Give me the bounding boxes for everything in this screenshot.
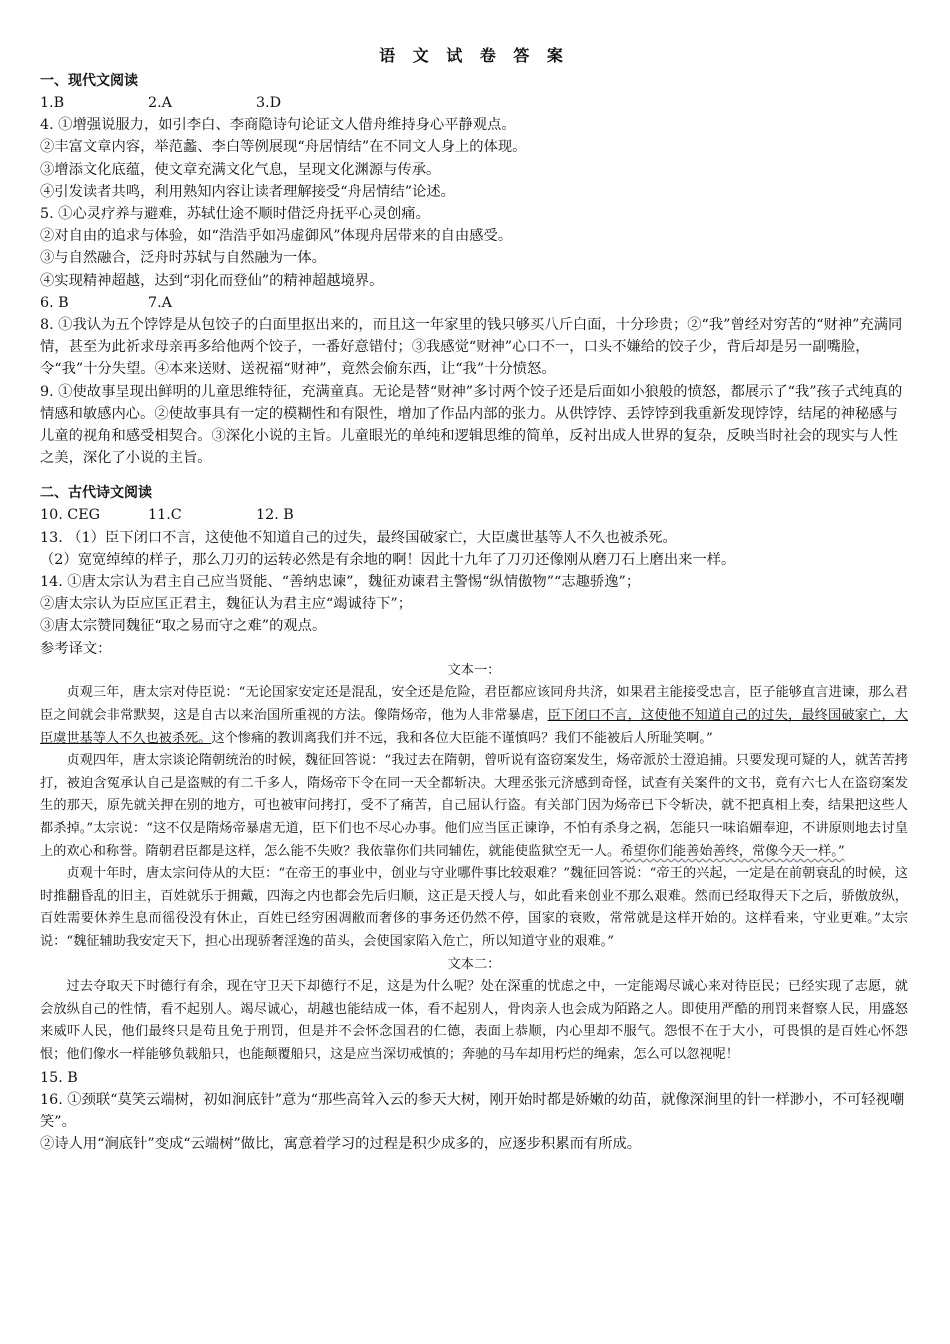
answers-1-3: [40, 92, 908, 114]
translation-paragraph: [40, 750, 908, 863]
translation-paragraph: [40, 682, 908, 750]
answers-6-7: [40, 292, 908, 314]
answer-4-line: 4. ①增强说服力，如引李白、李商隐诗句论证文人借舟维持身心平静观点。: [40, 117, 516, 134]
section-heading-classical-reading: 二、古代诗文阅读: [40, 485, 152, 502]
translation-paragraph: 贞观十年时，唐太宗问侍从的大臣：“在帝王的事业中，创业与守业哪件事比较艰难？”魏征回答说：“帝王的兴起，一定是在前朝衰乱的时候，这时推翻昏乱的旧主，百姓就乐于拥戴，四海之内也都会先后归顺，这正是天授人与，如此看来创业不那么艰难。然而已经取得天下之后，骄傲放纵，百姓需要休养生息而徭役没有休止，百姓已经穷困凋敝而奢侈的事务还仍然不停，国家的衰败，常常就是这样开始的。这样看来，守业更难。”太宗说：“魏征辅助我安定天下，担心出现骄奢淫逸的苗头，会使国家陷入危亡，所以知道守业的艰难。”: [40, 866, 908, 949]
answer-5-line: 5. ①心灵疗养与避难，苏轼仕途不顺时借泛舟抚平心灵创痛。: [40, 206, 430, 223]
answer-8: 8. ①我认为五个饽饽是从包饺子的白面里抠出来的，而且这一年家里的钱只够买八斤白面，十分珍贵；②“我”曾经对穷苦的“财神”充满同情，甚至为此祈求母亲再多给他两个饺子，一番好意错付；③我感觉“财神”心口不一，口头不嫌给的饺子少，背后却是另一副嘴脸，令“我”十分失望。④本来送财、送祝福“财神”，竟然会偷东西，让“我”十分愤怒。: [40, 317, 903, 378]
answer-16-line: ②诗人用“涧底针”变成“云端树”做比，寓意着学习的过程是积少成多的，应逐步积累而有所成。: [40, 1136, 642, 1153]
translation-text: 贞观三年，唐太宗对侍臣说：“无论国家安定还是混乱，安全还是危险，君臣都应该同舟共济，如果君主能接受忠言，臣子能够直言进谏，那么君臣之间就会非常默契，这是自古以来治国所重视的方法。像隋炀帝，他为人非常暴虐，: [40, 685, 908, 724]
answer-4-line: ④引发读者共鸣，利用熟知内容让读者理解接受“舟居情结”论述。: [40, 183, 455, 200]
answer-6: 6. B: [40, 294, 69, 311]
answer-7: 7.A: [148, 294, 172, 311]
answers-10-12: [40, 504, 908, 526]
answer-16-line: 16. ①颈联“莫笑云端树，初如涧底针”意为“那些高耸入云的参天大树，刚开始时都是娇嫩的幼苗，就像深涧里的针一样渺小，不可轻视嘲笑”。: [40, 1091, 905, 1130]
answer-12: 12. B: [256, 507, 294, 524]
answer-13-line: （2）宽宽绰绰的样子，那么刀刃的运转必然是有余地的啊！因此十九年了刀刃还像刚从磨刀石上磨出来一样。: [40, 551, 736, 568]
answer-11: 11.C: [148, 507, 182, 524]
translation-paragraph: 过去夺取天下时德行有余，现在守卫天下却德行不足，这是为什么呢？处在深重的忧虑之中，一定能竭尽诚心来对待臣民；已经实现了志愿，就会放纵自己的性情，看不起别人。竭尽诚心，胡越也能结成一体，看不起别人，骨肉亲人也会成为陌路之人。即使用严酷的刑罚来督察人民，用盛怒来威吓人民，他们最终只是苟且免于刑罚，但是并不会怀念国君的仁德，表面上恭顺，内心里却不服气。怨恨不在于大小，可畏惧的是百姓心怀怨恨；他们像水一样能够负载船只，也能颠覆船只，这是应当深切戒慎的；奔驰的马车却用朽烂的绳索，怎么可以忽视呢！: [40, 979, 908, 1062]
translation-text: 这个惨痛的教训离我们并不远，我和各位大臣能不谨慎吗？我们不能被后人所耻笑啊。”: [211, 730, 713, 746]
answer-15: 15. B: [40, 1069, 78, 1086]
answer-4-line: ③增添文化底蕴，使文章充满文化气息，呈现文化渊源与传承。: [40, 161, 441, 178]
answer-2: 2.A: [148, 95, 172, 111]
answer-5-line: ②对自由的追求与体验，如“浩浩乎如冯虚御风”体现舟居带来的自由感受。: [40, 228, 513, 245]
translation-text: 贞观四年，唐太宗谈论隋朝统治的时候，魏征回答说：“我过去在隋朝，曾听说有盗窃案发生，炀帝派於士澄追捕。只要发现可疑的人，就苦苦拷打，被迫含冤承认自己是盗贼的有二千多人，隋炀帝下令在同一天全都斩决。大理丞张元济感到奇怪，试查有关案件的文书，竟有六七人在盗窃案发生的那天，原先就关押在别的地方，可也被审问拷打，受不了痛苦，自己屈认行盗。有关部门因为炀帝已下令斩决，就不把真相上奏，结果把这些人都杀掉。”太宗说：“这不仅是隋炀帝暴虐无道，臣下们也不尽心办事。他们应当匡正谏诤，不怕有杀身之祸，怎能只一味谄媚奉迎，不讲原则地去讨皇上的欢心和称誉。隋朝君臣都是这样，怎么能不失败？我依靠你们共同辅佐，就能使监狱空无一人。: [40, 753, 908, 859]
answer-sheet: [40, 44, 908, 1155]
answer-1: 1.B: [40, 95, 65, 111]
answer-13-line: 13. （1）臣下闭口不言，这使他不知道自己的过失，最终国破家亡，大臣虞世基等人不久也被杀死。: [40, 529, 677, 546]
answer-4-line: ②丰富文章内容，举范蠡、李白等例展现“舟居情结”在不同文人身上的体现。: [40, 139, 527, 156]
wavy-underlined-translation: 希望你们能善始善终，常像今天一样。”: [620, 843, 845, 859]
underlined-translation: 臣下闭口不言，这使他不知道自己的过失，最终国破家亡，大臣虞世基等人不久也被杀死。: [40, 708, 908, 746]
answer-5-line: ③与自然融合，泛舟时苏轼与自然融为一体。: [40, 250, 326, 267]
page-title: 语 文 试 卷 答 案: [379, 46, 569, 65]
answer-3: 3.D: [256, 95, 282, 111]
answer-14-line: ③唐太宗赞同魏征“取之易而守之难”的观点。: [40, 618, 327, 635]
text-one-title: 文本一：: [447, 662, 501, 678]
answer-10: 10. CEG: [40, 507, 101, 524]
answer-14-line: ②唐太宗认为臣应匡正君主，魏征认为君主应“竭诚待下”；: [40, 596, 413, 613]
answer-14-line: 14. ①唐太宗认为君主自己应当贤能、“善纳忠谏”，魏征劝谏君主警惕“纵情傲物”“志趣骄逸”；: [40, 574, 641, 591]
text-two-title: 文本二：: [447, 956, 501, 972]
answer-5-line: ④实现精神超越，达到“羽化而登仙”的精神超越境界。: [40, 272, 384, 289]
reference-translation-label: 参考译文：: [40, 640, 112, 657]
section-heading-modern-reading: 一、现代文阅读: [40, 73, 138, 89]
answer-9: 9. ①使故事呈现出鲜明的儿童思维特征，充满童真。无论是替“财神”多讨两个饺子还是后面如小狼般的愤怒，都展示了“我”孩子式纯真的情感和敏感内心。②使故事具有一定的模糊性和有限性，增加了作品内部的张力。从供饽饽、丢饽饽到我重新发现饽饽，结尾的神秘感与儿童的视角和感受相契合。③深化小说的主旨。儿童眼光的单纯和逻辑思维的简单，反衬出成人世界的复杂，反映当时社会的现实与人性之美，深化了小说的主旨。: [40, 383, 903, 467]
